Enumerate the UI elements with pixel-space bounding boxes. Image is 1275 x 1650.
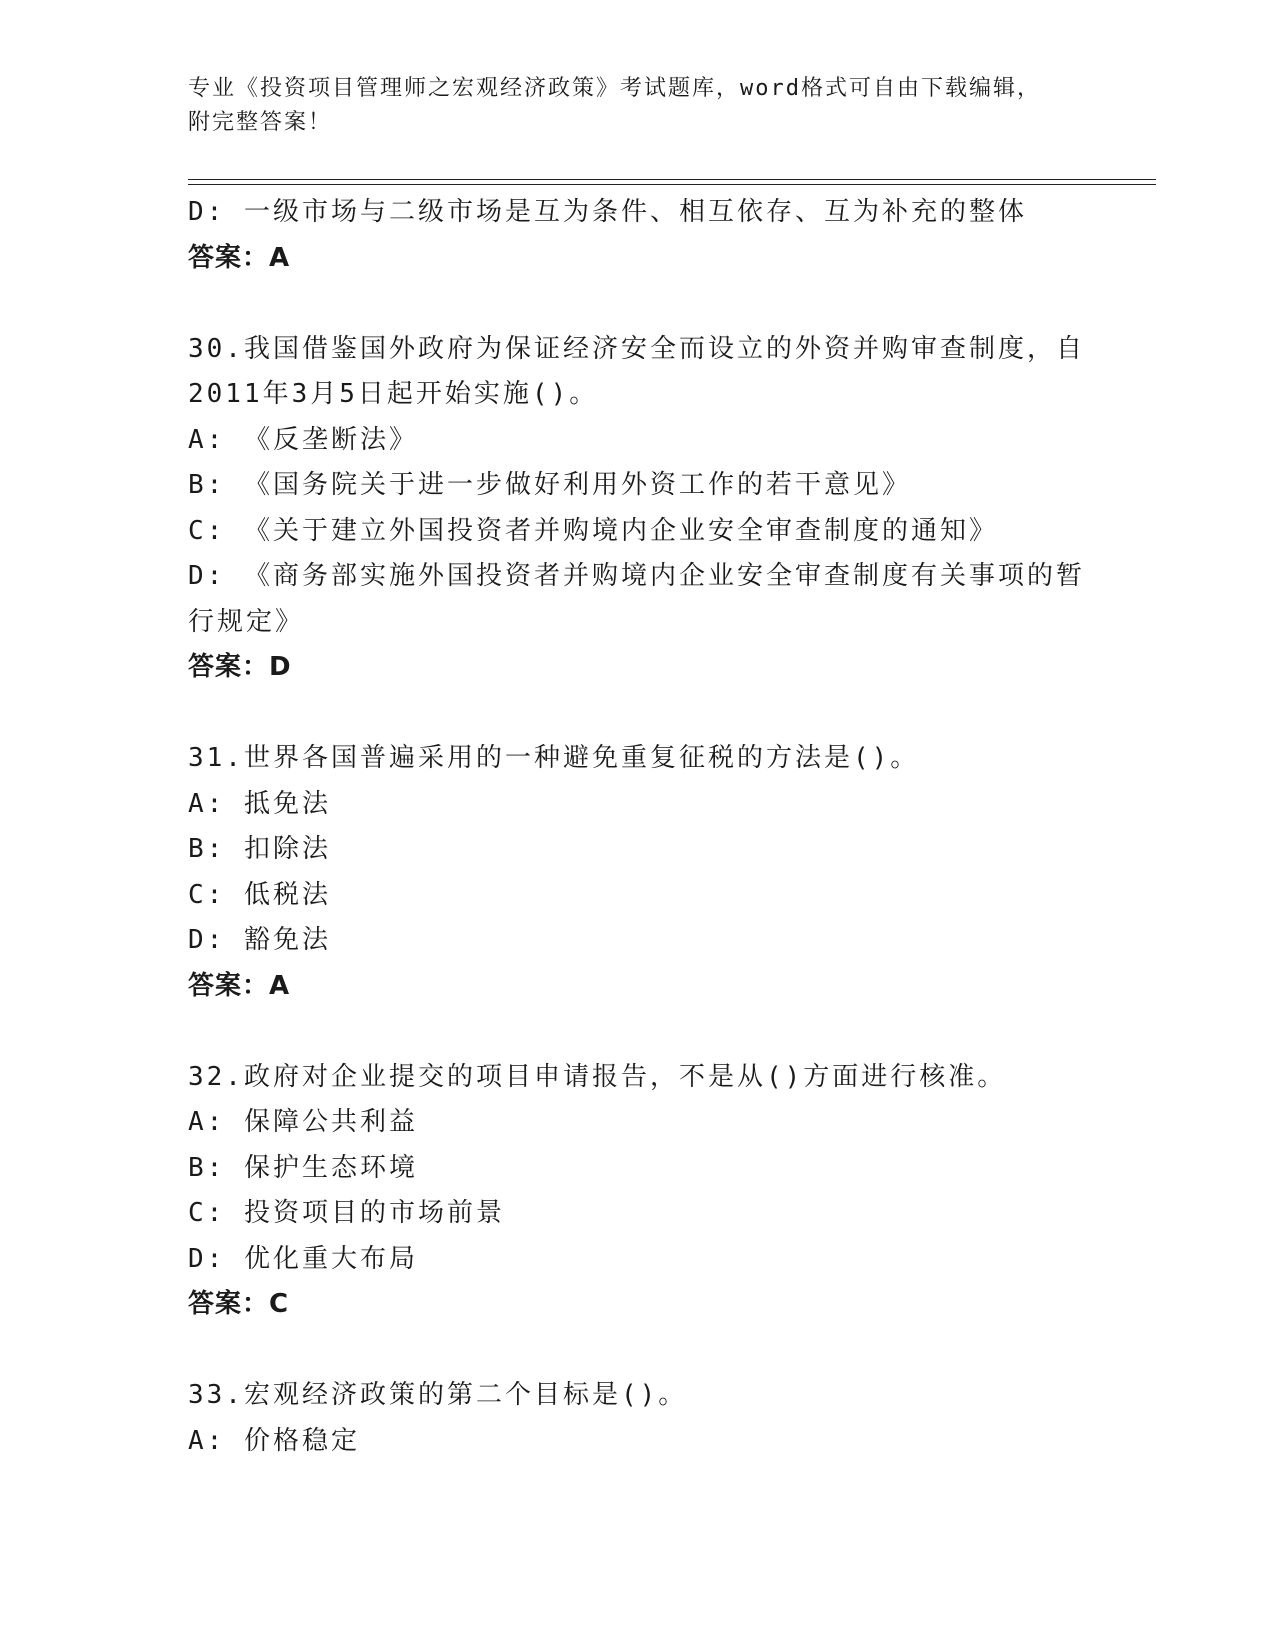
question-30-stem-line-1: 30.我国借鉴国外政府为保证经济安全而设立的外资并购审查制度，自: [188, 333, 1085, 364]
question-31-option-c: C: 低税法: [188, 879, 331, 910]
question-30-option-c: C: 《关于建立外国投资者并购境内企业安全审查制度的通知》: [188, 515, 998, 546]
question-32-stem: 32.政府对企业提交的项目申请报告，不是从()方面进行核准。: [188, 1061, 1007, 1092]
header-divider-bottom: [188, 184, 1156, 185]
question-30-option-d: D: 《商务部实施外国投资者并购境内企业安全审查制度有关事项的暂: [188, 561, 1085, 591]
question-30-stem-line-2: 2011年3月5日起开始实施()。: [188, 379, 599, 409]
question-30-option-b: B: 《国务院关于进一步做好利用外资工作的若干意见》: [188, 470, 911, 500]
header-line-1: 专业《投资项目管理师之宏观经济政策》考试题库，word格式可自由下载编辑，: [188, 76, 1041, 101]
spacer: [188, 1009, 1078, 1055]
question-31-stem: 31.世界各国普遍采用的一种避免重复征税的方法是()。: [188, 743, 920, 773]
spacer: [188, 691, 1078, 737]
question-31-answer: 答案：A: [188, 970, 291, 1001]
spacer: [188, 281, 1078, 327]
header-divider-top: [188, 179, 1156, 180]
question-33-option-a: A: 价格稳定: [188, 1425, 360, 1456]
spacer: [188, 1328, 1078, 1374]
document-header: [188, 72, 1088, 140]
question-32-option-a: A: 保障公共利益: [188, 1107, 418, 1137]
carryover-option-d: D: 一级市场与二级市场是互为条件、相互依存、互为补充的整体: [188, 197, 1027, 227]
question-32-answer: 答案：C: [188, 1289, 290, 1319]
question-31-option-b: B: 扣除法: [188, 834, 331, 864]
question-30-option-d-continued: 行规定》: [188, 606, 305, 637]
question-30-answer: 答案：D: [188, 652, 292, 682]
question-30-option-a: A: 《反垄断法》: [188, 424, 418, 455]
question-32-option-d: D: 优化重大布局: [188, 1243, 418, 1274]
question-33-stem: 33.宏观经济政策的第二个目标是()。: [188, 1380, 688, 1410]
question-31-option-a: A: 抵免法: [188, 788, 331, 819]
question-31-option-d: D: 豁免法: [188, 925, 331, 955]
question-list: [188, 190, 1085, 1464]
carryover-answer: 答案：A: [188, 242, 291, 273]
header-line-2: 附完整答案！: [188, 110, 333, 135]
question-32-option-b: B: 保护生态环境: [188, 1152, 418, 1183]
question-32-option-c: C: 投资项目的市场前景: [188, 1198, 505, 1228]
